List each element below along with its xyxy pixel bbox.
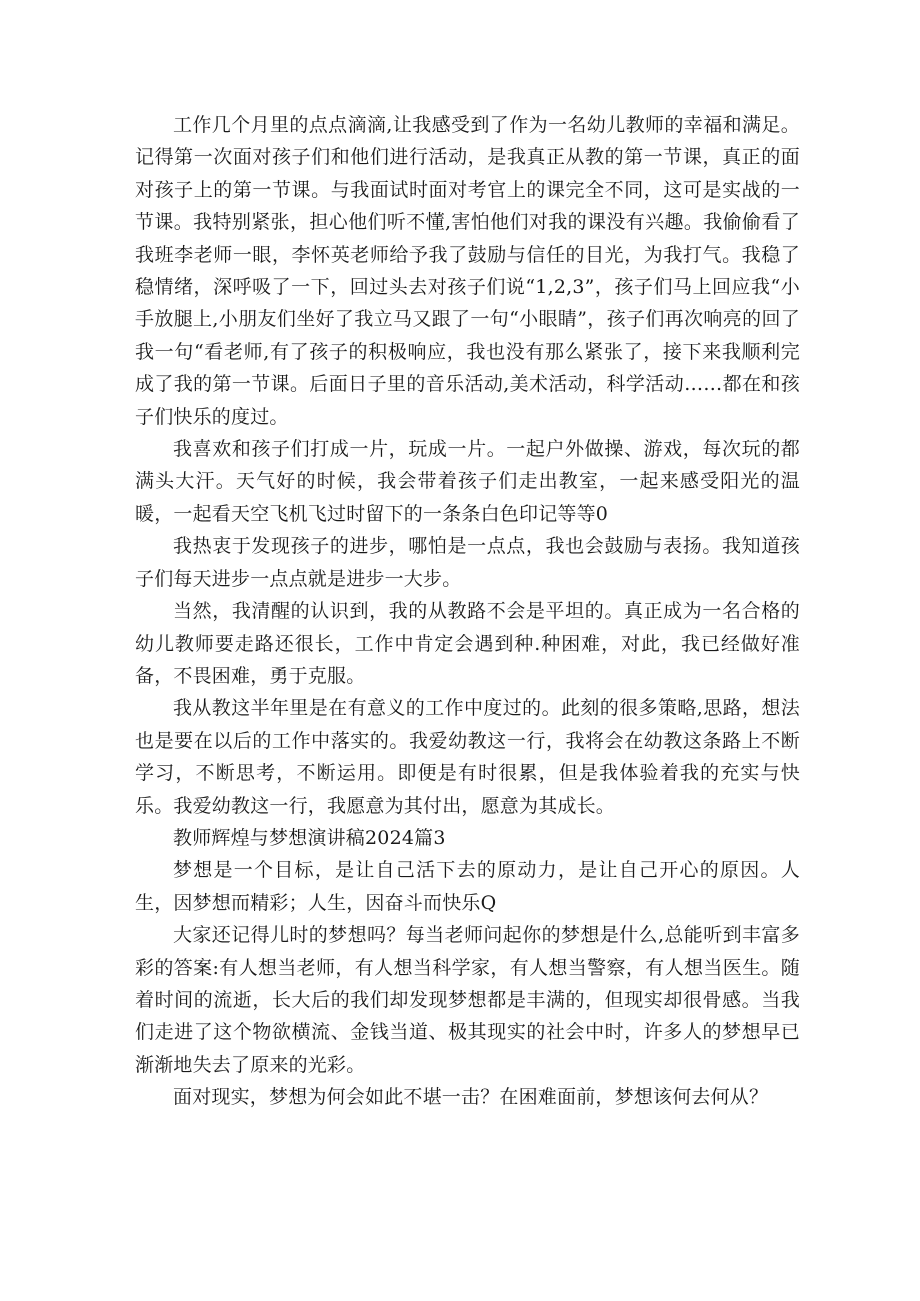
paragraph-teaching-road: 当然，我清醒的认识到，我的从教路不会是平坦的。真正成为一名合格的幼儿教师要走路还很长，工作中肯定会遇到种.种困难，对此，我已经做好准备，不畏困难，勇于克服。: [135, 600, 800, 687]
paragraph-first-lesson: 工作几个月里的点点滴滴,让我感受到了作为一名幼儿教师的幸福和满足。记得第一次面对孩子们和他们进行活动，是我真正从教的第一节课，真正的面对孩子上的第一节课。与我面试时面对考官上的课完全不同，这可是实战的一节课。我特别紧张，担心他们听不懂,害怕他们对我的课没有兴趣。我偷偷看了我班李老师一眼，李怀英老师给予我了鼓励与信任的目光，为我打气。我稳了稳情绪，深呼吸了一下，回过头去对孩子们说“1,2,3”，孩子们马上回应我“小手放腿上,小朋友们坐好了我立马又跟了一句“小眼睛”，孩子们再次响亮的回了我一句“看老师,有了孩子的积极响应，我也没有那么紧张了，接下来我顺利完成了我的第一节课。后面日子里的音乐活动,美术活动，科学活动……都在和孩子们快乐的度过。: [135, 114, 800, 428]
paragraph-playing-with-children: 我喜欢和孩子们打成一片，玩成一片。一起户外做操、游戏，每次玩的都满头大汗。天气好的时候，我会带着孩子们走出教室，一起来感受阳光的温暖，一起看天空飞机飞过时留下的一条条白色印记等等0: [135, 438, 800, 525]
paragraph-facing-reality: 面对现实，梦想为何会如此不堪一击？在困难面前，梦想该何去何从？: [173, 1086, 769, 1109]
paragraph-progress: 我热衷于发现孩子的进步，哪怕是一点点，我也会鼓励与表扬。我知道孩子们每天进步一点点就是进步一大步。: [135, 535, 800, 590]
paragraph-dream-goal: 梦想是一个目标，是让自己活下去的原动力，是让自己开心的原因。人生，因梦想而精彩；人生，因奋斗而快乐Q: [135, 859, 800, 914]
document-body: [135, 109, 800, 1114]
paragraph-half-year: 我从教这半年里是在有意义的工作中度过的。此刻的很多策略,思路，想法也是要在以后的工作中落实的。我爱幼教这一行，我将会在幼教这条路上不断学习，不断思考，不断运用。即便是有时很累，但是我体验着我的充实与快乐。我爱幼教这一行，我愿意为其付出，愿意为其成长。: [135, 697, 800, 817]
paragraph-childhood-dream: 大家还记得儿时的梦想吗？每当老师问起你的梦想是什么,总能听到丰富多彩的答案:有人想当老师，有人想当科学家，有人想当警察，有人想当医生。随着时间的流逝，长大后的我们却发现梦想都是丰满的，但现实却很骨感。当我们走进了这个物欲横流、金钱当道、极其现实的社会中时，许多人的梦想早已渐渐地失去了原来的光彩。: [135, 924, 800, 1076]
section-heading: 教师辉煌与梦想演讲稿2024篇3: [173, 826, 446, 849]
